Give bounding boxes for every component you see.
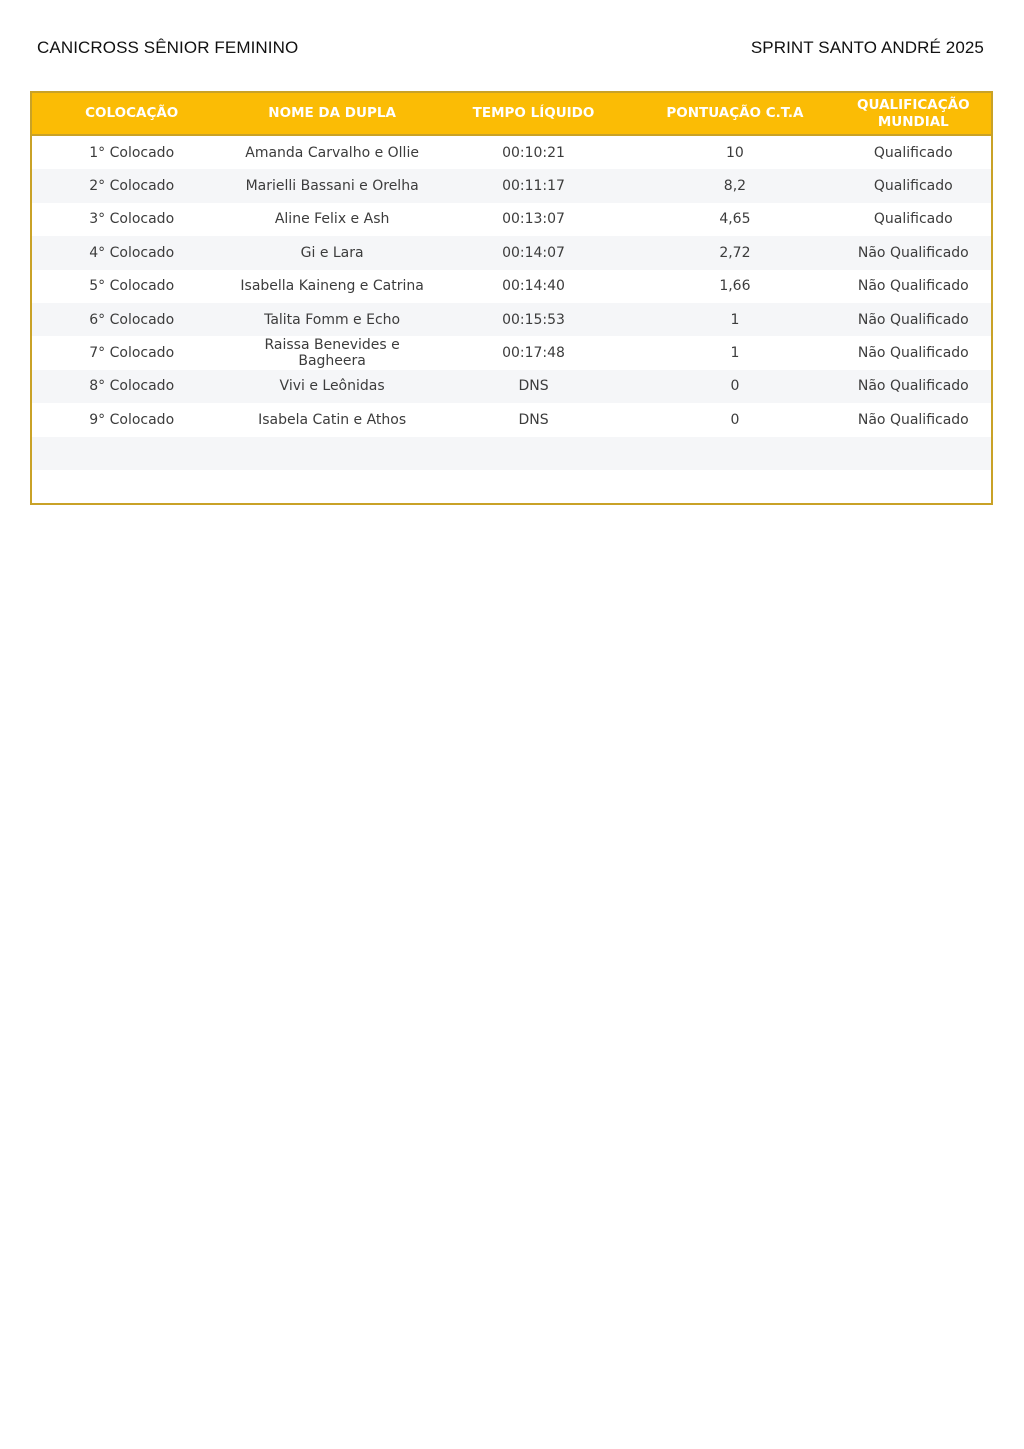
- placement-cell: [31, 470, 231, 504]
- placement-cell: 7° Colocado: [31, 336, 231, 369]
- qualification-cell: Qualificado: [836, 135, 992, 169]
- placement-cell: 5° Colocado: [31, 270, 231, 303]
- net-time-cell: 00:15:53: [433, 303, 634, 336]
- net-time-cell: 00:17:48: [433, 336, 634, 369]
- net-time-cell: [433, 470, 634, 504]
- column-header-placement: COLOCAÇÃO: [31, 92, 231, 135]
- pair-name-cell: Isabella Kaineng e Catrina: [231, 270, 432, 303]
- qualification-cell: Não Qualificado: [836, 370, 992, 403]
- placement-cell: 4° Colocado: [31, 236, 231, 269]
- column-header-net-time: TEMPO LÍQUIDO: [433, 92, 634, 135]
- net-time-cell: 00:10:21: [433, 135, 634, 169]
- placement-cell: 3° Colocado: [31, 203, 231, 236]
- column-header-world-qualification: QUALIFICAÇÃO MUNDIAL: [836, 92, 992, 135]
- qualification-cell: Não Qualificado: [836, 336, 992, 369]
- table-row-empty: [31, 437, 992, 470]
- cta-score-cell: 1: [634, 303, 835, 336]
- net-time-cell: [433, 437, 634, 470]
- net-time-cell: 00:13:07: [433, 203, 634, 236]
- pair-name-cell: Isabela Catin e Athos: [231, 403, 432, 436]
- qualification-cell: Não Qualificado: [836, 403, 992, 436]
- category-title: CANICROSS SÊNIOR FEMININO: [37, 38, 299, 57]
- pair-name-cell: Marielli Bassani e Orelha: [231, 169, 432, 202]
- cta-score-cell: 4,65: [634, 203, 835, 236]
- column-header-cta-score: PONTUAÇÃO C.T.A: [634, 92, 835, 135]
- pair-name-cell: Gi e Lara: [231, 236, 432, 269]
- event-title: SPRINT SANTO ANDRÉ 2025: [750, 38, 984, 57]
- placement-cell: 8° Colocado: [31, 370, 231, 403]
- table-row-empty: [31, 470, 992, 504]
- placement-cell: 2° Colocado: [31, 169, 231, 202]
- page-header: [37, 37, 984, 59]
- cta-score-cell: [634, 437, 835, 470]
- cta-score-cell: 10: [634, 135, 835, 169]
- qualification-cell: Não Qualificado: [836, 236, 992, 269]
- pair-name-cell: Talita Fomm e Echo: [231, 303, 432, 336]
- placement-cell: 1° Colocado: [31, 135, 231, 169]
- table-row: [31, 403, 992, 436]
- table-row: [31, 203, 992, 236]
- qualification-cell: Não Qualificado: [836, 270, 992, 303]
- table-row: [31, 135, 992, 169]
- qualification-cell: [836, 437, 992, 470]
- cta-score-cell: 8,2: [634, 169, 835, 202]
- pair-name-cell: Vivi e Leônidas: [231, 370, 432, 403]
- pair-name-cell: Raissa Benevides e Bagheera: [231, 336, 432, 369]
- cta-score-cell: 2,72: [634, 236, 835, 269]
- cta-score-cell: [634, 470, 835, 504]
- qualification-cell: [836, 470, 992, 504]
- table-row: [31, 303, 992, 336]
- table-row: [31, 169, 992, 202]
- placement-cell: 9° Colocado: [31, 403, 231, 436]
- net-time-cell: 00:14:40: [433, 270, 634, 303]
- net-time-cell: 00:14:07: [433, 236, 634, 269]
- qualification-cell: Não Qualificado: [836, 303, 992, 336]
- cta-score-cell: 0: [634, 403, 835, 436]
- qualification-cell: Qualificado: [836, 169, 992, 202]
- cta-score-cell: 1: [634, 336, 835, 369]
- net-time-cell: DNS: [433, 403, 634, 436]
- net-time-cell: 00:11:17: [433, 169, 634, 202]
- table-row: [31, 270, 992, 303]
- table-row: [31, 236, 992, 269]
- column-header-pair-name: NOME DA DUPLA: [231, 92, 432, 135]
- pair-name-cell: Amanda Carvalho e Ollie: [231, 135, 432, 169]
- qualification-cell: Qualificado: [836, 203, 992, 236]
- cta-score-cell: 0: [634, 370, 835, 403]
- pair-name-cell: Aline Felix e Ash: [231, 203, 432, 236]
- placement-cell: 6° Colocado: [31, 303, 231, 336]
- table-row: [31, 336, 992, 369]
- net-time-cell: DNS: [433, 370, 634, 403]
- pair-name-cell: [231, 437, 432, 470]
- table-row: [31, 370, 992, 403]
- table-header-row: [31, 92, 992, 135]
- pair-name-cell: [231, 470, 432, 504]
- placement-cell: [31, 437, 231, 470]
- results-table: [30, 91, 993, 505]
- cta-score-cell: 1,66: [634, 270, 835, 303]
